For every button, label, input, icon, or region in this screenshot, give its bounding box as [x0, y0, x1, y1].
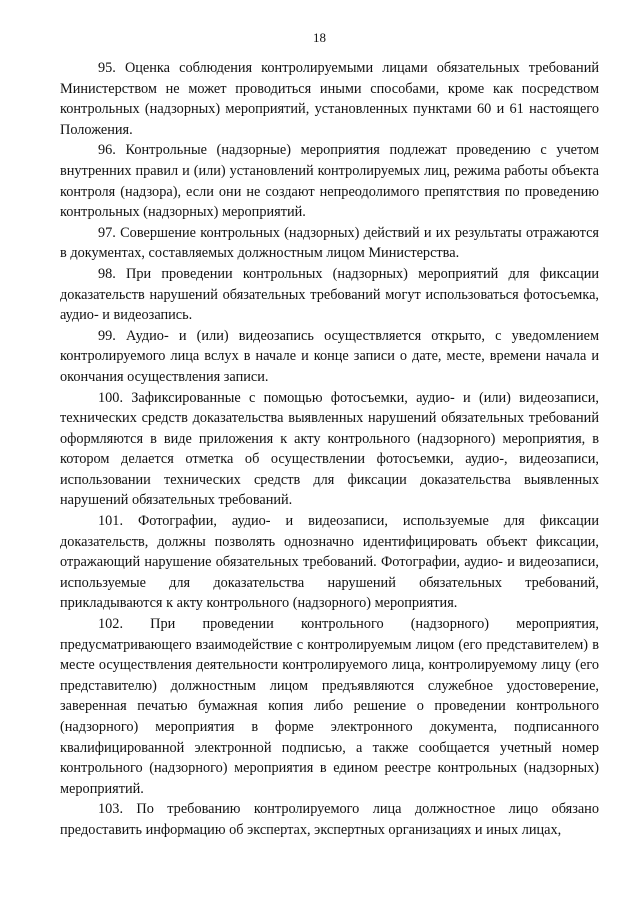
paragraph-99: 99. Аудио- и (или) видеозапись осуществляется открыто, с уведомлением контролируемого лица вслух в начале и конце записи о дате, месте, времени начала и окончания осуществления записи. [60, 327, 599, 385]
paragraph-96: 96. Контрольные (надзорные) мероприятия подлежат проведению с учетом внутренних правил и (или) установлений контролируемых лиц, режима работы объекта контроля (надзора), если они не создают непреодолимого препятствия по проведению контрольных (надзорных) мероприятий. [60, 142, 599, 221]
paragraph-98: 98. При проведении контрольных (надзорных) мероприятий для фиксации доказательств нарушений обязательных требований могут использоваться фотосъемка, аудио- и видеозапись. [60, 265, 599, 324]
paragraph-102: 102. При проведении контрольного (надзорного) мероприятия, предусматривающего взаимодействие с контролируемым лицом (его представителем) в месте осуществления деятельности контролируемого лица, контролируемому лицу (его представителю) должностным лицом предъявляются служебное удостоверение, заверенная печатью бумажная копия либо решение о проведении контрольного (надзорного) мероприятия в форме электронного документа, подписанного квалифицированной электронной подписью, а также сообщается учетный номер контрольного (надзорного) мероприятия в едином реестре контрольных (надзорных) мероприятий. [60, 616, 599, 797]
paragraph-101: 101. Фотографии, аудио- и видеозаписи, используемые для фиксации доказательств, должны позволять однозначно идентифицировать объект фиксации, отражающий нарушение обязательных требований. Фотографии, аудио- и видеозаписи, используемые для доказательства нарушений обязательных требований, прикладываются к акту контрольного (надзорного) мероприятия. [60, 513, 599, 612]
paragraph-97: 97. Совершение контрольных (надзорных) действий и их результаты отражаются в документах, составляемых должностным лицом Министерства. [60, 224, 599, 262]
paragraph-100: 100. Зафиксированные с помощью фотосъемки, аудио- и (или) видеозаписи, технических средств доказательства выявленных нарушений обязательных требований оформляются в виде приложения к акту контрольного (надзорного) мероприятия, в котором делается отметка об осуществлении фотосъемки, аудио-, видеозаписи, использовании технических средств для фиксации доказательства выявленных нарушений обязательных требований. [60, 389, 599, 509]
document-body [60, 58, 599, 841]
paragraph-103: 103. По требованию контролируемого лица должностное лицо обязано предоставить информацию об экспертах, экспертных организациях и иных лицах, [60, 801, 599, 838]
page-number: 18 [313, 30, 326, 45]
paragraph-95: 95. Оценка соблюдения контролируемыми лицами обязательных требований Министерством не может проводиться иными способами, кроме как посредством контрольных (надзорных) мероприятий, установленных пунктами 60 и 61 настоящего Положения. [60, 60, 599, 138]
